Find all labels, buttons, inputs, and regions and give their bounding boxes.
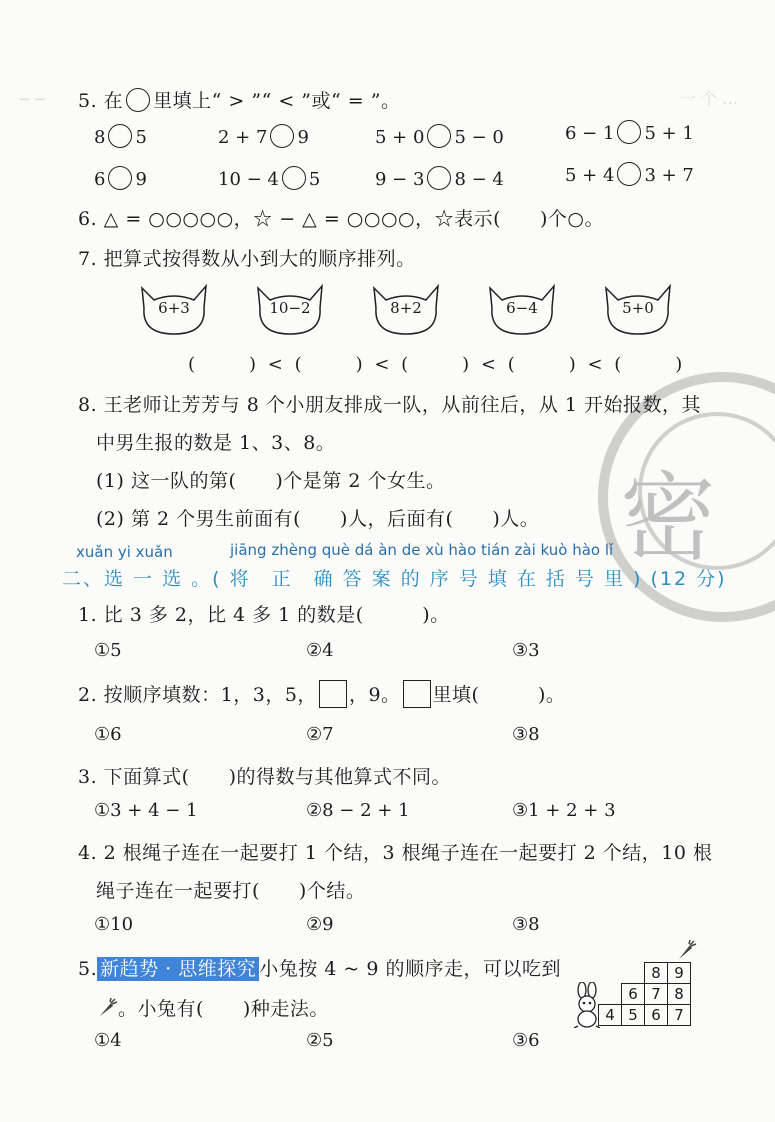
q5-title: 5. 在 里填上“ > ”“ < ”或“ = ”。 [78,90,401,112]
choice5-option-a[interactable]: ①4 [94,1030,122,1051]
stair-cell[interactable]: 8 [668,984,691,1005]
cat-face-card: 8+2 [366,278,446,338]
choice1-option-b[interactable]: ②4 [306,640,334,661]
answer-circle[interactable] [427,124,451,148]
choice4-option-b[interactable]: ②9 [306,914,334,935]
carrot-icon [674,938,698,962]
q5-item: 8 5 [94,124,147,148]
stair-grid [598,962,691,1026]
answer-circle[interactable] [282,166,306,190]
stair-row [599,1005,691,1026]
choice3-option-b[interactable]: ②8 − 2 + 1 [306,800,410,821]
choice2-option-b[interactable]: ②7 [306,724,334,745]
trend-tag: 新趋势 · 思维探究 [97,957,259,981]
choice4-option-c[interactable]: ③8 [512,914,540,935]
choice3-option-a[interactable]: ①3 + 4 − 1 [94,800,198,821]
q7-title: 7. 把算式按得数从小到大的顺序排列。 [78,248,416,270]
q5-item: 5 + 4 3 + 7 [565,162,694,186]
q8-sub1: (1) 这一队的第( )个是第 2 个女生。 [96,470,446,492]
stair-cell[interactable]: 6 [622,984,645,1005]
stair-cell[interactable]: 6 [645,1005,668,1026]
choice5-question-cont: 。小兔有( )种走法。 [96,994,329,1021]
answer-circle[interactable] [108,124,132,148]
choice3-option-c[interactable]: ③1 + 2 + 3 [512,800,616,821]
choice3-question: 3. 下面算式( )的得数与其他算式不同。 [78,766,451,788]
cat-face-card: 6−4 [482,278,562,338]
stair-cell[interactable]: 4 [599,1005,622,1026]
q8-line2: 中男生报的数是 1、3、8。 [96,432,336,454]
circle-icon [126,88,150,112]
answer-circle[interactable] [617,120,641,144]
choice1-option-c[interactable]: ③3 [512,640,540,661]
choice2-option-c[interactable]: ③8 [512,724,540,745]
stair-row [599,984,691,1005]
choice4-question: 4. 2 根绳子连在一起要打 1 个结，3 根绳子连在一起要打 2 个结，10 根 [78,842,713,864]
cat-face-card: 6+3 [134,278,214,338]
choice1-option-a[interactable]: ①5 [94,640,122,661]
stair-cell[interactable]: 7 [668,1005,691,1026]
choice4-question-cont: 绳子连在一起要打( )个结。 [96,880,366,902]
q6-text: 6. △ = ○○○○○，☆ − △ = ○○○○，☆表示( )个○。 [78,208,605,230]
stair-cell[interactable]: 5 [622,1005,645,1026]
blank-box[interactable] [319,680,347,708]
answer-circle[interactable] [108,166,132,190]
q7-order-line[interactable]: ( ) < ( ) < ( ) < ( ) < ( ) [188,354,683,375]
choice2-option-a[interactable]: ①6 [94,724,122,745]
choice5-question: 5. 新趋势 · 思维探究 小兔按 4 ~ 9 的顺序走，可以吃到 [78,958,562,980]
choice2-question: 2. 按顺序填数：1，3，5， ，9。 里填( )。 [78,680,565,708]
answer-circle[interactable] [427,166,451,190]
blank-box [403,680,431,708]
q5-item: 5 + 0 5 − 0 [375,124,504,148]
choice4-option-a[interactable]: ①10 [94,914,134,935]
choice1-question: 1. 比 3 多 2，比 4 多 1 的数是( )。 [78,604,450,626]
carrot-icon [96,997,118,1019]
section2-title: 二、选 一 选 。( 将 正 确 答 案 的 序 号 填 在 括 号 里 ) (12 分) [62,568,727,590]
section2-pinyin-left: xuǎn yi xuǎn [76,543,173,561]
q5-item: 6 9 [94,166,147,190]
stair-cell[interactable]: 9 [668,963,691,984]
stair-row [599,963,691,984]
cat-face-card: 5+0 [598,278,678,338]
choice5-option-c[interactable]: ③6 [512,1030,540,1051]
section2-pinyin-right: jiāng zhèng què dá àn de xù hào tián zài kuò hào lǐ [230,541,614,559]
q5-item: 9 − 3 8 − 4 [375,166,504,190]
answer-circle[interactable] [617,162,641,186]
choice5-option-b[interactable]: ②5 [306,1030,334,1051]
q5-item: 2 + 7 9 [218,124,309,148]
q5-item: 10 − 4 5 [218,166,320,190]
cat-face-card: 10−2 [250,278,330,338]
q5-item: 6 − 1 5 + 1 [565,120,694,144]
answer-circle[interactable] [270,124,294,148]
stair-cell[interactable]: 8 [645,963,668,984]
q8-sub2: (2) 第 2 个男生前面有( )人，后面有( )人。 [96,508,540,530]
stamp-character: 密 [620,462,716,574]
q8-line1: 8. 王老师让芳芳与 8 个小朋友排成一队，从前往后，从 1 开始报数，其 [78,394,702,416]
stair-cell[interactable]: 7 [645,984,668,1005]
